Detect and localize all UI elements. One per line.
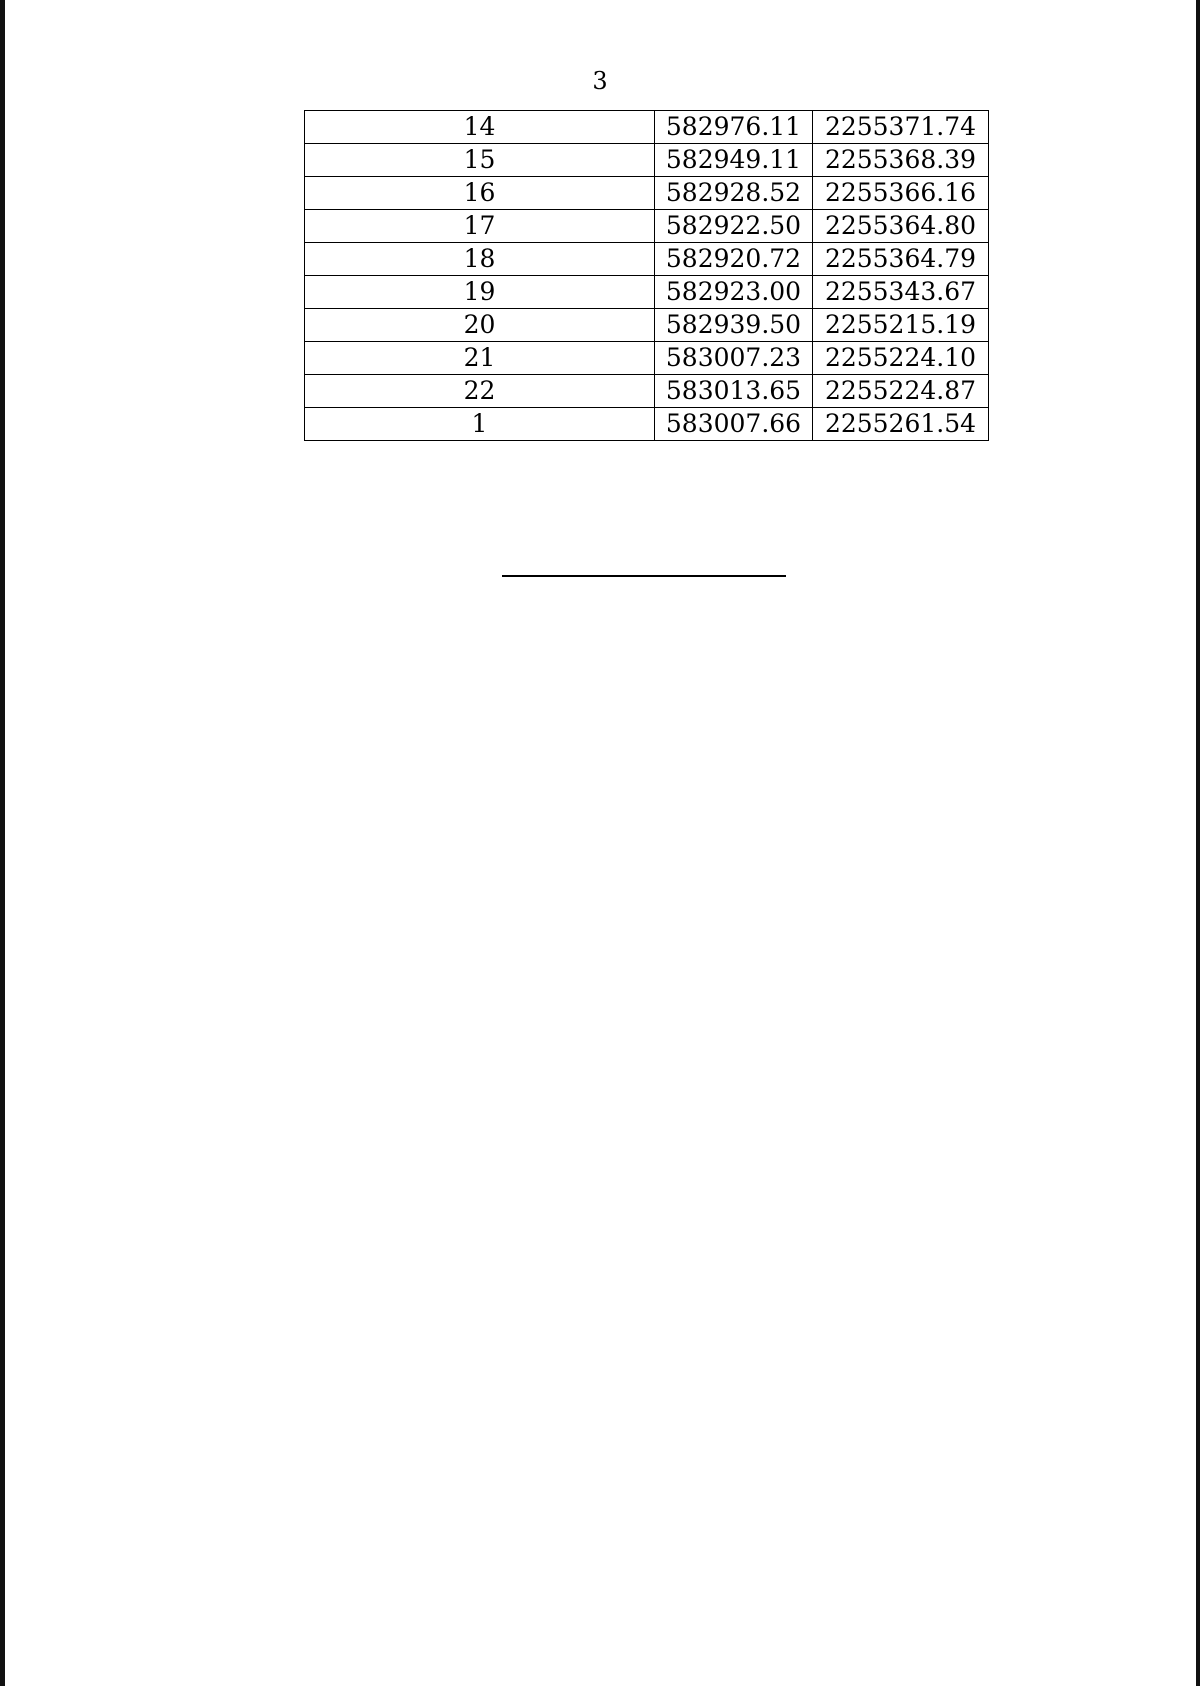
point-number-cell: 16 [305,177,655,210]
table-row [305,276,989,309]
scan-edge-right [1196,0,1200,1686]
y-coordinate-cell: 2255343.67 [813,276,989,309]
x-coordinate-cell: 582922.50 [655,210,813,243]
y-coordinate-cell: 2255371.74 [813,111,989,144]
y-coordinate-cell: 2255364.80 [813,210,989,243]
point-number-cell: 20 [305,309,655,342]
x-coordinate-cell: 582928.52 [655,177,813,210]
table-row [305,309,989,342]
table-row [305,144,989,177]
y-coordinate-cell: 2255368.39 [813,144,989,177]
point-number-cell: 21 [305,342,655,375]
x-coordinate-cell: 582920.72 [655,243,813,276]
x-coordinate-cell: 582976.11 [655,111,813,144]
y-coordinate-cell: 2255215.19 [813,309,989,342]
point-number-cell: 1 [305,408,655,441]
x-coordinate-cell: 583013.65 [655,375,813,408]
page-number: 3 [592,67,608,95]
point-number-cell: 15 [305,144,655,177]
point-number-cell: 19 [305,276,655,309]
y-coordinate-cell: 2255224.10 [813,342,989,375]
coordinates-table [304,110,989,441]
point-number-cell: 17 [305,210,655,243]
y-coordinate-cell: 2255366.16 [813,177,989,210]
point-number-cell: 14 [305,111,655,144]
point-number-cell: 22 [305,375,655,408]
table-row [305,408,989,441]
x-coordinate-cell: 583007.23 [655,342,813,375]
y-coordinate-cell: 2255364.79 [813,243,989,276]
x-coordinate-cell: 582939.50 [655,309,813,342]
x-coordinate-cell: 582949.11 [655,144,813,177]
x-coordinate-cell: 582923.00 [655,276,813,309]
table-row [305,243,989,276]
end-of-document-rule [502,575,786,577]
y-coordinate-cell: 2255261.54 [813,408,989,441]
table-row [305,111,989,144]
scan-edge-left [0,0,5,1686]
table-row [305,177,989,210]
table-row [305,375,989,408]
y-coordinate-cell: 2255224.87 [813,375,989,408]
x-coordinate-cell: 583007.66 [655,408,813,441]
point-number-cell: 18 [305,243,655,276]
table-row [305,210,989,243]
table-row [305,342,989,375]
